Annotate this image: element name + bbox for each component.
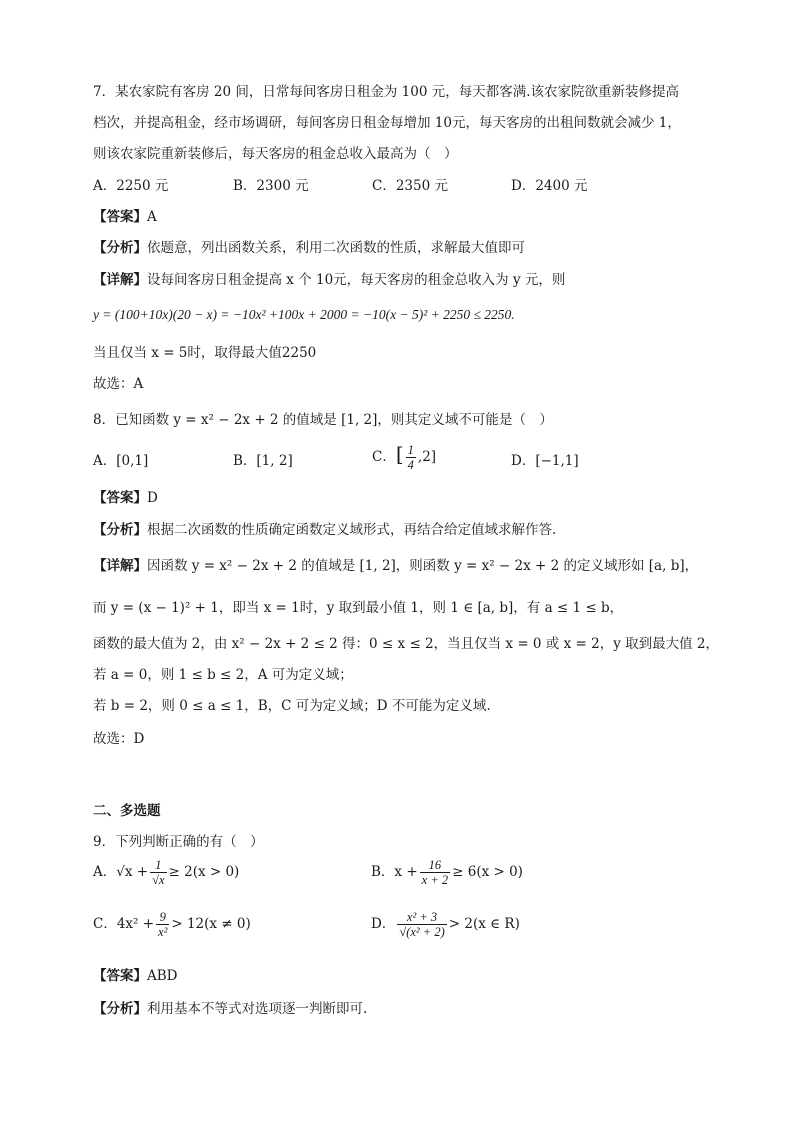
q9-option-c-prefix: C．4x² + <box>93 916 155 932</box>
q9-option-b-num: 16 <box>420 858 450 873</box>
q9-option-a-prefix: A．√x + <box>93 864 149 880</box>
q9-option-d-suffix: > 2(x ∈ R) <box>448 916 520 932</box>
q8-detail-2: 而 y = (x − 1)² + 1，即当 x = 1时，y 取到最小值 1，则 1 ∈ [a, b]，有 a ≤ 1 ≤ b， <box>93 600 624 616</box>
q7-analysis-tag: 【分析】 <box>93 240 147 256</box>
q8-detail-1: 因函数 y = x² − 2x + 2 的值域是 [1, 2]，则函数 y = x² − 2x + 2 的定义域形如 [a, b]， <box>147 558 699 574</box>
q8-option-c-den: 4 <box>407 458 414 472</box>
q8-option-b: B．[1, 2] <box>233 453 293 469</box>
q7-analysis: 依题意，列出函数关系，利用二次函数的性质，求解最大值即可 <box>147 240 525 256</box>
q9-option-b-den: x + 2 <box>421 873 449 887</box>
q7-choose: 故选：A <box>93 376 144 392</box>
q7-answer: A <box>147 209 157 225</box>
q9-option-b-fraction <box>420 858 450 887</box>
q9-option-d-num: x² + 3 <box>397 910 446 925</box>
q8-option-c-prefix: C． <box>372 449 396 465</box>
q8-option-c-fraction <box>406 443 416 472</box>
q9-analysis: 利用基本不等式对选项逐一判断即可. <box>147 1001 368 1017</box>
q9-analysis-row <box>93 999 367 1019</box>
q8-detail-tag: 【详解】 <box>93 558 147 574</box>
q7-detail-tag: 【详解】 <box>93 272 147 288</box>
q8-detail-4: 若 a = 0，则 1 ≤ b ≤ 2，A 可为定义域； <box>93 667 353 683</box>
q9-option-c-num: 9 <box>156 910 169 925</box>
q8-option-a: A．[0,1] <box>93 453 149 469</box>
q9-option-c-den: x² <box>158 925 168 939</box>
q9-option-d-fraction <box>397 910 446 939</box>
q8-answer-tag: 【答案】 <box>93 490 147 506</box>
q7-stem-line-2: 档次，并提高租金，经市场调研，每间客房日租金每增加 10元，每天客房的出租间数就会减少 1， <box>93 115 681 131</box>
q9-option-b-suffix: ≥ 6(x > 0) <box>452 864 523 880</box>
q7-answer-row <box>93 207 157 227</box>
q8-choose: 故选：D <box>93 731 145 747</box>
q7-option-c: C．2350 元 <box>372 178 448 194</box>
q8-detail-3: 函数的最大值为 2，由 x² − 2x + 2 ≤ 2 得：0 ≤ x ≤ 2，当且仅当 x = 0 或 x = 2，y 取到最大值 2， <box>93 636 719 652</box>
q9-stem-line-1: 9．下列判断正确的有（ ） <box>93 834 264 850</box>
q7-detail-2: 当且仅当 x = 5时，取得最大值2250 <box>93 345 317 361</box>
q8-stem-line-1: 8．已知函数 y = x² − 2x + 2 的值域是 [1, 2]，则其定义域不可能是（ ） <box>93 412 553 428</box>
q7-detail-equation: y = (100+10x)(20 − x) = −10x² +100x + 2000 = −10(x − 5)² + 2250 ≤ 2250. <box>93 307 515 322</box>
q8-answer: D <box>147 490 158 506</box>
q9-option-d <box>371 910 520 939</box>
q9-analysis-tag: 【分析】 <box>93 1001 147 1017</box>
q9-answer-tag: 【答案】 <box>93 968 147 984</box>
q9-option-a-suffix: ≥ 2(x > 0) <box>168 864 240 880</box>
q8-detail-5: 若 b = 2，则 0 ≤ a ≤ 1，B，C 可为定义域；D 不可能为定义域. <box>93 698 491 714</box>
q8-option-d: D．[−1,1] <box>511 453 579 469</box>
q8-option-c: C．[ $\frac{1}{4}$ ,2] <box>372 442 437 472</box>
q9-option-a <box>93 858 239 887</box>
q9-option-d-den: √(x² + 2) <box>399 925 445 939</box>
q8-answer-row <box>93 488 158 508</box>
q8-option-c-suffix: ,2] <box>417 449 437 465</box>
q8-analysis: 根据二次函数的性质确定函数定义域形式，再结合给定值域求解作答. <box>147 522 557 538</box>
q8-option-c-num: 1 <box>407 443 414 457</box>
q9-option-c <box>93 910 251 939</box>
q9-option-c-suffix: > 12(x ≠ 0) <box>171 916 251 932</box>
q7-option-b: B．2300 元 <box>233 178 309 194</box>
q9-answer-row <box>93 966 178 986</box>
q7-stem-line-1: 7．某农家院有客房 20 间，日常每间客房日租金为 100 元，每天都客满.该农家院欲重新装修提高 <box>93 84 679 100</box>
q9-option-b <box>371 858 523 887</box>
q9-option-c-fraction <box>156 910 169 939</box>
q7-analysis-row <box>93 238 525 258</box>
q9-option-b-prefix: B．x + <box>371 864 418 880</box>
q9-option-d-prefix: D． <box>371 916 396 932</box>
q8-analysis-row <box>93 520 556 540</box>
q7-answer-tag: 【答案】 <box>93 209 147 225</box>
q9-answer: ABD <box>147 968 178 984</box>
section-heading: 二、多选题 <box>93 803 161 819</box>
q7-option-a: A．2250 元 <box>93 178 169 194</box>
q7-option-d: D．2400 元 <box>511 178 588 194</box>
q9-option-a-den: √x <box>152 873 165 887</box>
q7-stem-line-3: 则该农家院重新装修后，每天客房的租金总收入最高为（ ） <box>93 146 458 162</box>
q8-analysis-tag: 【分析】 <box>93 522 147 538</box>
q9-option-a-num: 1 <box>150 858 166 873</box>
q7-detail-row <box>93 270 565 290</box>
q9-option-a-fraction <box>150 858 166 887</box>
q7-detail-1: 设每间客房日租金提高 x 个 10元，每天客房的租金总收入为 y 元，则 <box>147 272 566 288</box>
q8-detail-row <box>93 556 698 576</box>
